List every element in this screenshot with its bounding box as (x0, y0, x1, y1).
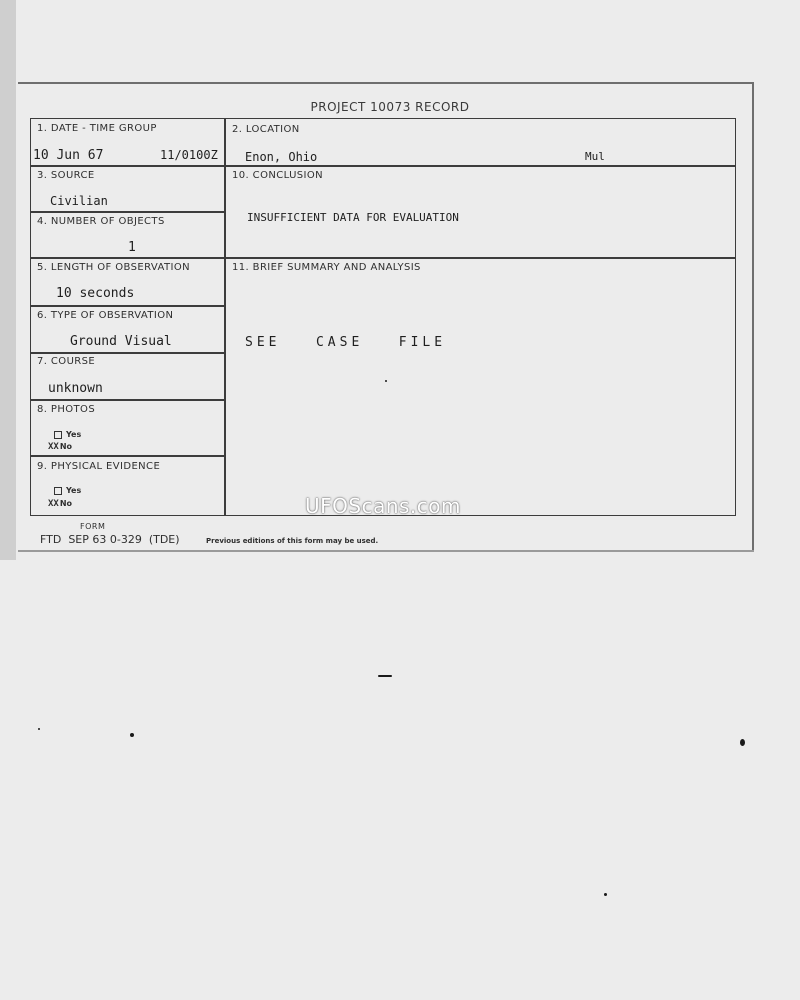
date-value: 10 Jun 67 (33, 148, 104, 163)
length-of-observation-value: 10 seconds (56, 286, 135, 301)
photos-yes-option (54, 430, 81, 439)
photos-label: 8. PHOTOS (37, 404, 96, 415)
source-value: Civilian (50, 194, 108, 208)
scan-speck (378, 675, 392, 677)
row-divider-type (30, 352, 225, 354)
conclusion-value: INSUFFICIENT DATA FOR EVALUATION (247, 211, 459, 224)
number-of-objects-value: 1 (128, 240, 136, 255)
sheet-top-edge (18, 82, 754, 84)
row-divider-length (30, 305, 225, 307)
row-divider-source (30, 211, 225, 213)
physical-evidence-yes-checkbox (54, 487, 62, 495)
scan-speck (38, 728, 40, 730)
physical-evidence-yes-label: Yes (66, 486, 82, 495)
scan-speck (604, 893, 607, 896)
summary-label: 11. BRIEF SUMMARY AND ANALYSIS (232, 262, 421, 273)
type-of-observation-label: 6. TYPE OF OBSERVATION (37, 310, 174, 321)
form-word: FORM (80, 522, 106, 531)
row-divider-course (30, 399, 225, 401)
summary-value: SEE CASE FILE (245, 335, 447, 350)
scan-speck (385, 380, 387, 382)
form-title: PROJECT 10073 RECORD (310, 100, 470, 114)
physical-evidence-label: 9. PHYSICAL EVIDENCE (37, 461, 161, 472)
sheet-right-edge (752, 82, 754, 552)
location-extra: Mul (585, 150, 605, 163)
row-divider-objects (30, 257, 736, 259)
scan-speck (740, 739, 745, 746)
physical-evidence-yes-option (54, 486, 81, 495)
physical-evidence-no-mark: XX (48, 499, 59, 509)
location-label: 2. LOCATION (232, 124, 300, 135)
form-note: Previous editions of this form may be used. (206, 537, 379, 545)
conclusion-label: 10. CONCLUSION (232, 170, 324, 181)
length-of-observation-label: 5. LENGTH OF OBSERVATION (37, 262, 190, 273)
time-value: 11/0100Z (160, 148, 218, 162)
photos-no-label: No (59, 442, 73, 451)
course-label: 7. COURSE (37, 356, 96, 367)
page-left-edge (0, 0, 16, 560)
sheet-bottom-edge (18, 550, 754, 552)
physical-evidence-no-label: No (59, 499, 73, 508)
photos-no-mark: XX (48, 442, 59, 452)
watermark: UFOScans.com (305, 494, 461, 518)
photos-no-option (48, 442, 72, 452)
row-divider-date (30, 165, 736, 167)
course-value: unknown (48, 381, 103, 396)
scan-speck (130, 733, 134, 737)
physical-evidence-no-option (48, 499, 72, 509)
date-time-group-label: 1. DATE - TIME GROUP (37, 123, 157, 134)
row-divider-photos (30, 455, 225, 457)
source-label: 3. SOURCE (37, 170, 95, 181)
photos-yes-label: Yes (66, 430, 82, 439)
number-of-objects-label: 4. NUMBER OF OBJECTS (37, 216, 165, 227)
form-id: FTD SEP 63 0-329 (TDE) (40, 533, 180, 546)
photos-yes-checkbox (54, 431, 62, 439)
type-of-observation-value: Ground Visual (70, 334, 172, 349)
location-value: Enon, Ohio (245, 150, 318, 164)
